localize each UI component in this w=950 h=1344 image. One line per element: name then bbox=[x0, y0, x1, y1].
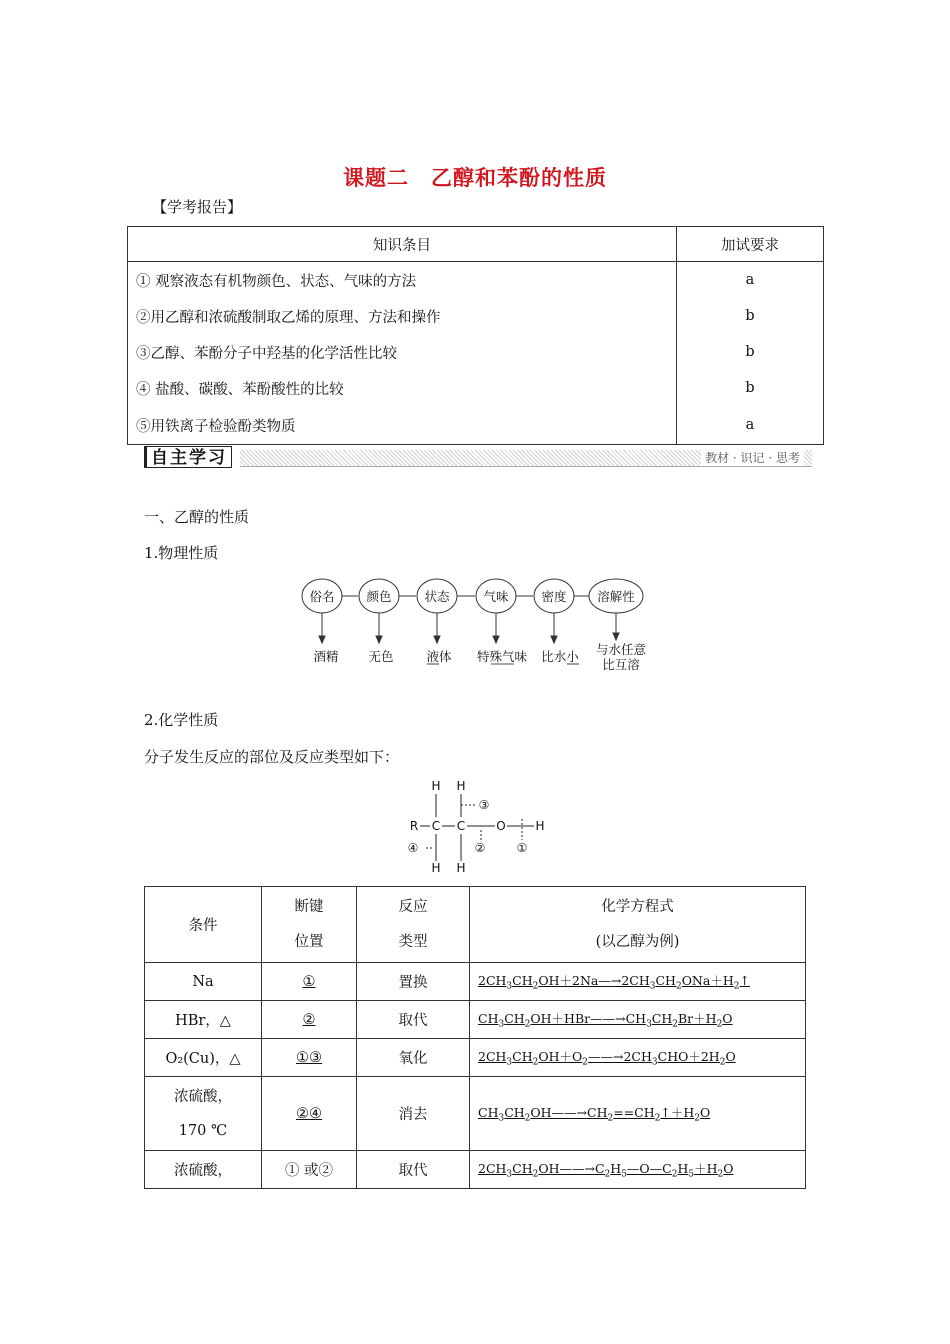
knowledge-item: ① 观察液态有机物颜色、状态、气味的方法 bbox=[128, 262, 677, 299]
bond-marker-3: ③ bbox=[478, 798, 490, 812]
type-cell: 取代 bbox=[357, 1001, 470, 1039]
header-knowledge: 知识条目 bbox=[128, 227, 677, 262]
prop-value: 比水小 bbox=[541, 649, 579, 664]
chemical-intro: 分子发生反应的部位及反应类型如下： bbox=[144, 748, 400, 766]
header-type: 反应 类型 bbox=[357, 887, 470, 963]
atom-r: R bbox=[409, 819, 419, 833]
knowledge-level: a bbox=[677, 406, 824, 445]
arrow-icon bbox=[493, 636, 499, 643]
prop-label: 颜色 bbox=[366, 589, 392, 604]
header-condition: 条件 bbox=[145, 887, 262, 963]
type-cell: 消去 bbox=[357, 1077, 470, 1151]
atom-h: H bbox=[456, 861, 466, 875]
arrow-icon bbox=[551, 636, 557, 643]
knowledge-item: ②用乙醇和浓硫酸制取乙烯的原理、方法和操作 bbox=[128, 298, 677, 334]
equation-cell: $2CH_3CH_2OH——\to C_2H_5—O—C_2H_5+H_2O$ bbox=[470, 1151, 806, 1189]
bond-cell: ② bbox=[262, 1001, 357, 1039]
equation-cell: $CH_3CH_2OH——\to CH_2==CH_2↑+H_2O$ bbox=[470, 1077, 806, 1151]
physical-props-diagram bbox=[296, 576, 656, 676]
equation-cell: $2CH_3CH_2OH+2Na—\to 2CH_3CH_2ONa+H_2↑$ bbox=[470, 963, 806, 1001]
bond-cell: ① 或② bbox=[262, 1151, 357, 1189]
prop-label: 状态 bbox=[424, 589, 450, 604]
arrow-icon bbox=[376, 636, 382, 643]
header-level: 加试要求 bbox=[677, 227, 824, 262]
atom-h: H bbox=[431, 861, 441, 875]
bond-cell: ①③ bbox=[262, 1039, 357, 1077]
prop-value: 与水任意 bbox=[595, 642, 647, 657]
arrow-icon bbox=[319, 636, 325, 643]
knowledge-level: b bbox=[677, 298, 824, 334]
header-bond: 断键 位置 bbox=[262, 887, 357, 963]
atom-c: C bbox=[456, 819, 466, 833]
prop-value: 特殊气味 bbox=[476, 649, 528, 664]
bond-marker-4: ④ bbox=[407, 841, 419, 855]
equation-cell: $CH_3CH_2OH+HBr——\to CH_3CH_2Br+H_2O$ bbox=[470, 1001, 806, 1039]
knowledge-table bbox=[127, 226, 824, 445]
reaction-table bbox=[144, 886, 806, 1189]
cond-cell: 浓硫酸， bbox=[145, 1151, 262, 1189]
prop-value-2: 比互溶 bbox=[602, 657, 640, 672]
page-title: 课题二 乙醇和苯酚的性质 bbox=[343, 166, 607, 190]
knowledge-item: ④ 盐酸、碳酸、苯酚酸性的比较 bbox=[128, 370, 677, 406]
prop-value: 液体 bbox=[426, 649, 452, 664]
knowledge-level: a bbox=[677, 262, 824, 299]
atom-h: H bbox=[431, 779, 441, 793]
prop-label: 俗名 bbox=[309, 589, 335, 604]
prop-label: 气味 bbox=[483, 589, 509, 604]
heading-chemical: 2.化学性质 bbox=[144, 711, 219, 729]
bond-marker-1: ① bbox=[516, 841, 528, 855]
prop-value: 无色 bbox=[368, 649, 394, 664]
arrow-icon bbox=[434, 636, 440, 643]
knowledge-item: ③乙醇、苯酚分子中羟基的化学活性比较 bbox=[128, 334, 677, 370]
section-bar bbox=[144, 446, 812, 470]
arrow-icon bbox=[613, 633, 619, 640]
atom-h: H bbox=[456, 779, 466, 793]
prop-value: 酒精 bbox=[313, 649, 339, 664]
type-cell: 氧化 bbox=[357, 1039, 470, 1077]
heading-physical: 1.物理性质 bbox=[144, 544, 219, 562]
prop-label: 密度 bbox=[541, 589, 567, 604]
type-cell: 置换 bbox=[357, 963, 470, 1001]
bond-marker-2: ② bbox=[474, 841, 486, 855]
heading-ethanol-properties: 一、乙醇的性质 bbox=[144, 508, 250, 526]
bond-cell: ① bbox=[262, 963, 357, 1001]
section-label: 自主学习 bbox=[144, 446, 232, 468]
knowledge-level: b bbox=[677, 334, 824, 370]
atom-h: H bbox=[535, 819, 545, 833]
atom-c: C bbox=[431, 819, 441, 833]
cond-cell: HBr，△ bbox=[145, 1001, 262, 1039]
cond-cell: 浓硫酸， 170 ℃ bbox=[145, 1077, 262, 1151]
header-equation: 化学方程式 (以乙醇为例) bbox=[470, 887, 806, 963]
bond-cell: ②④ bbox=[262, 1077, 357, 1151]
structure-diagram bbox=[400, 774, 560, 882]
equation-cell: $2CH_3CH_2OH+O_2——\to 2CH_3CHO+2H_2O$ bbox=[470, 1039, 806, 1077]
cond-cell: Na bbox=[145, 963, 262, 1001]
type-cell: 取代 bbox=[357, 1151, 470, 1189]
knowledge-item: ⑤用铁离子检验酚类物质 bbox=[128, 406, 677, 445]
knowledge-level: b bbox=[677, 370, 824, 406]
cond-cell: O₂(Cu)，△ bbox=[145, 1039, 262, 1077]
report-label: 【学考报告】 bbox=[152, 198, 243, 216]
prop-label: 溶解性 bbox=[597, 589, 635, 604]
section-tag: 教材 · 识记 · 思考 bbox=[701, 449, 804, 466]
atom-o: O bbox=[496, 819, 506, 833]
